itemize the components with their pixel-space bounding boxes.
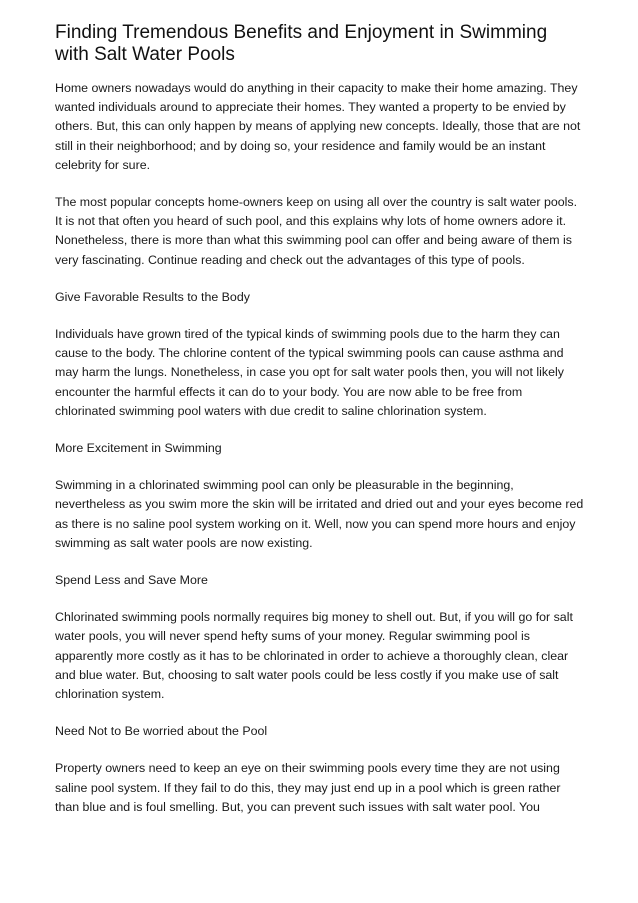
paragraph-popular-concepts: The most popular concepts home-owners keep on using all over the country is salt water pools. It is not that often you heard of such pool, and this explains why lots of home owners adore it. Nonetheless, there is more than what this swimming pool can offer and being aware of them is very fascinating. Continue reading and check out the advantages of this type of pools.: [55, 195, 578, 267]
section-heading-excitement: More Excitement in Swimming: [55, 441, 222, 456]
paragraph-intro: Home owners nowadays would do anything in their capacity to make their home amazing. They wanted individuals around to appreciate their homes. They wanted a property to be envied by others. But, this can only happen by means of applying new concepts. Ideally, those that are not still in their neighborhood; and by doing so, your residence and family would be an instant celebrity for sure.: [55, 81, 581, 172]
document-page: [55, 22, 585, 835]
document-title: Finding Tremendous Benefits and Enjoyment in Swimming with Salt Water Pools: [55, 22, 548, 65]
section-heading-worry: Need Not to Be worried about the Pool: [55, 724, 268, 739]
section-heading-body: Give Favorable Results to the Body: [55, 289, 250, 304]
paragraph-worry: Property owners need to keep an eye on their swimming pools every time they are not using saline pool system. If they fail to do this, they may just end up in a pool which is green rather than blue and is foul smelling. But, you can prevent such issues with salt water pool. You: [55, 761, 561, 814]
paragraph-save: Chlorinated swimming pools normally requires big money to shell out. But, if you will go for salt water pools, you will never spend hefty sums of your money. Regular swimming pool is apparently more costly as it has to be chlorinated in order to achieve a thoroughly clean, clear and blue water. But, choosing to salt water pools could be less costly if you make use of salt chlorination system.: [55, 610, 573, 702]
section-heading-save: Spend Less and Save More: [55, 573, 208, 588]
paragraph-excitement: Swimming in a chlorinated swimming pool can only be pleasurable in the beginning, nevertheless as you swim more the skin will be irritated and dried out and your eyes become red as there is no saline pool system working on it. Well, now you can spend more hours and enjoy swimming as salt water pools are now existing.: [55, 478, 584, 550]
paragraph-body-benefits: Individuals have grown tired of the typical kinds of swimming pools due to the harm they can cause to the body. The chlorine content of the typical swimming pools can cause asthma and may harm the lungs. Nonetheless, in case you opt for salt water pools then, you will not likely encounter the harmful effects it can do to your body. You are now able to be free from chlorinated swimming pool waters with due credit to saline chlorination system.: [55, 327, 564, 418]
